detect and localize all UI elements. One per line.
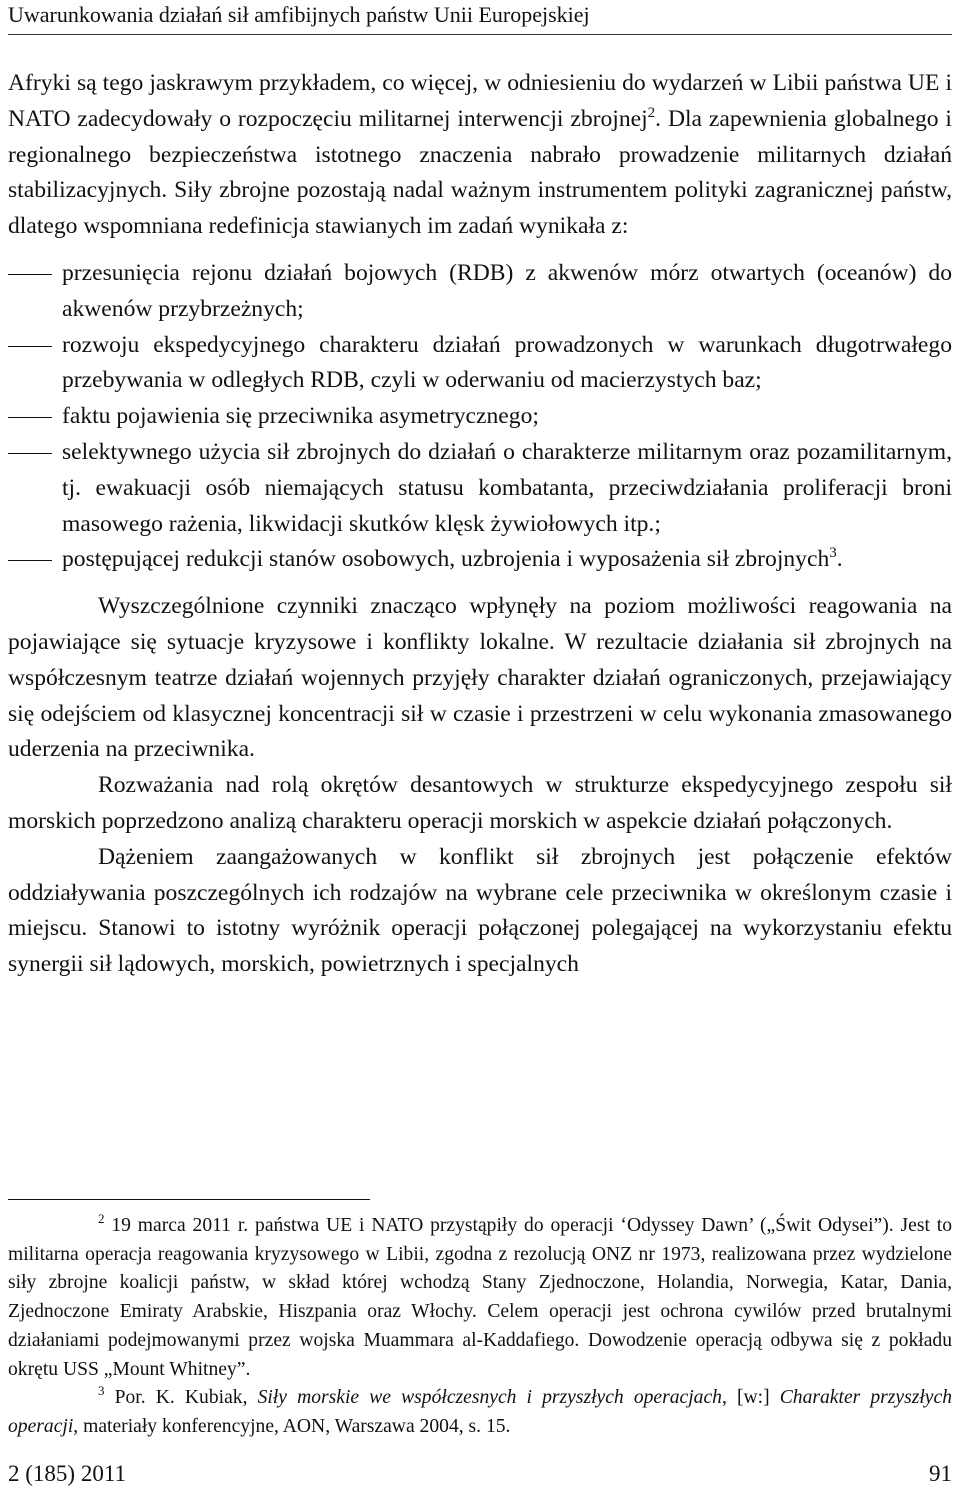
dash-list <box>8 256 952 578</box>
dash-bullet <box>8 274 52 275</box>
cited-collection-title: Charakter przyszłych operacji <box>8 1387 952 1437</box>
paragraph-4: Dążeniem zaangażowanych w konflikt sił zbrojnych jest połączenie efektów oddziaływania poszczególnych ich rodzajów na wybrane cele przeciwnika w określonym czasie i miejscu. Stanowi to istotny wyróżnik operacji połączonej polegającej na wykorzystaniu efektu synergii sił lądowych, morskich, powietrznych i specjalnych <box>8 843 952 978</box>
cited-title: Siły morskie we współczesnych i przyszłych operacjach <box>257 1387 722 1409</box>
main-text <box>8 66 952 983</box>
list-item: postępującej redukcji stanów osobowych, uzbrojenia i wyposażenia sił zbrojnych$^3$. <box>8 542 952 578</box>
paragraph-1-text-b: . Dla zapewnienia globalnego i regionalnego bezpieczeństwa istotnego znaczenia nabrało prowadzenie militarnych działań stabilizacyjnych. Siły zbrojne pozostają nadal ważnym instrumentem polityki zagranicznej państw, dlatego wspomniana redefinicja stawianych im zadań wynikała z: <box>8 105 952 240</box>
footnotes <box>8 1212 952 1442</box>
issue-number: 2 (185) 2011 <box>8 1461 126 1486</box>
list-item: faktu pojawienia się przeciwnika asymetrycznego; <box>8 399 952 435</box>
dash-bullet <box>8 453 52 454</box>
running-title: Uwarunkowania działań sił amfibijnych państw Unii Europejskiej <box>8 2 590 27</box>
paragraph-1 <box>8 66 952 245</box>
paragraph-3: Rozważania nad rolą okrętów desantowych w strukturze ekspedycyjnego zespołu sił morskich poprzedzono analizą charakteru operacji morskich w aspekcie działań połączonych. <box>8 772 952 834</box>
paragraph-2: Wyszczególnione czynniki znacząco wpłynęły na poziom możliwości reagowania na pojawiające się sytuacje kryzysowe i konflikty lokalne. W rezultacie działania sił zbrojnych na współczesnym teatrze działań wojennych przyjęły charakter działań ograniczonych, przejawiający się odejściem od klasycznej koncentracji sił w czasie i przestrzeni w celu wykonania zmasowanego uderzenia na przeciwnika. <box>8 593 952 763</box>
footnote-2 <box>8 1212 952 1384</box>
page-number: 91 <box>929 1461 952 1486</box>
footnote-separator <box>8 1199 370 1200</box>
page-footer <box>8 1456 952 1492</box>
running-header <box>8 0 952 35</box>
footnote-ref-3[interactable]: 3 <box>829 545 837 562</box>
footnote-2-text: 19 marca 2011 r. państwa UE i NATO przystąpiły do operacji ‘Odyssey Dawn’ („Świt Odysei”). Jest to militarna operacja reagowania kryzysowego w Libii, zgodna z rezolucją ONZ nr 1973, realizowana przez wydzielone siły zbrojne koalicji państw, w skład której wchodzą Stany Zjednoczone, Holandia, Norwegia, Katar, Dania, Zjednoczone Emiraty Arabskie, Hiszpania oraz Włochy. Celem operacji jest ochrona cywilów przed brutalnymi działaniami podejmowanymi przez wojska Muammara al-Kaddafiego. Dowodzenie operacją odbywa się z pokładu okrętu USS „Mount Whitney”. <box>8 1215 952 1380</box>
dash-bullet <box>8 417 52 418</box>
paragraph-1-text-a: Afryki są tego jaskrawym przykładem, co więcej, w odniesieniu do wydarzeń w Libii państwa UE i NATO zadecydowały o rozpoczęciu militarnej interwencji zbrojnej <box>8 70 952 132</box>
dash-bullet <box>8 560 52 561</box>
dash-bullet <box>8 346 52 347</box>
footnote-3: $^3$ Por. K. Kubiak, Siły morskie we współczesnych i przyszłych operacjach, [w:] Charakter przyszłych operacji, materiały konferencyjne, AON, Warszawa 2004, s. 15. <box>8 1383 952 1437</box>
footnote-marker-3: 3 <box>98 1383 105 1399</box>
footnote-ref-2[interactable]: 2 <box>647 104 656 121</box>
list-item: rozwoju ekspedycyjnego charakteru działań prowadzonych w warunkach długotrwałego przebywania w odległych RDB, czyli w oderwaniu od macierzystych baz; <box>8 328 952 400</box>
list-item: selektywnego użycia sił zbrojnych do działań o charakterze militarnym oraz pozamilitarnym, tj. ewakuacji osób niemających statusu kombatanta, przeciwdziałania proliferacji broni masowego rażenia, likwidacji skutków klęsk żywiołowych itp.; <box>8 435 952 542</box>
list-item: przesunięcia rejonu działań bojowych (RDB) z akwenów mórz otwartych (oceanów) do akwenów przybrzeżnych; <box>8 256 952 328</box>
footnote-marker-2: 2 <box>98 1211 105 1226</box>
